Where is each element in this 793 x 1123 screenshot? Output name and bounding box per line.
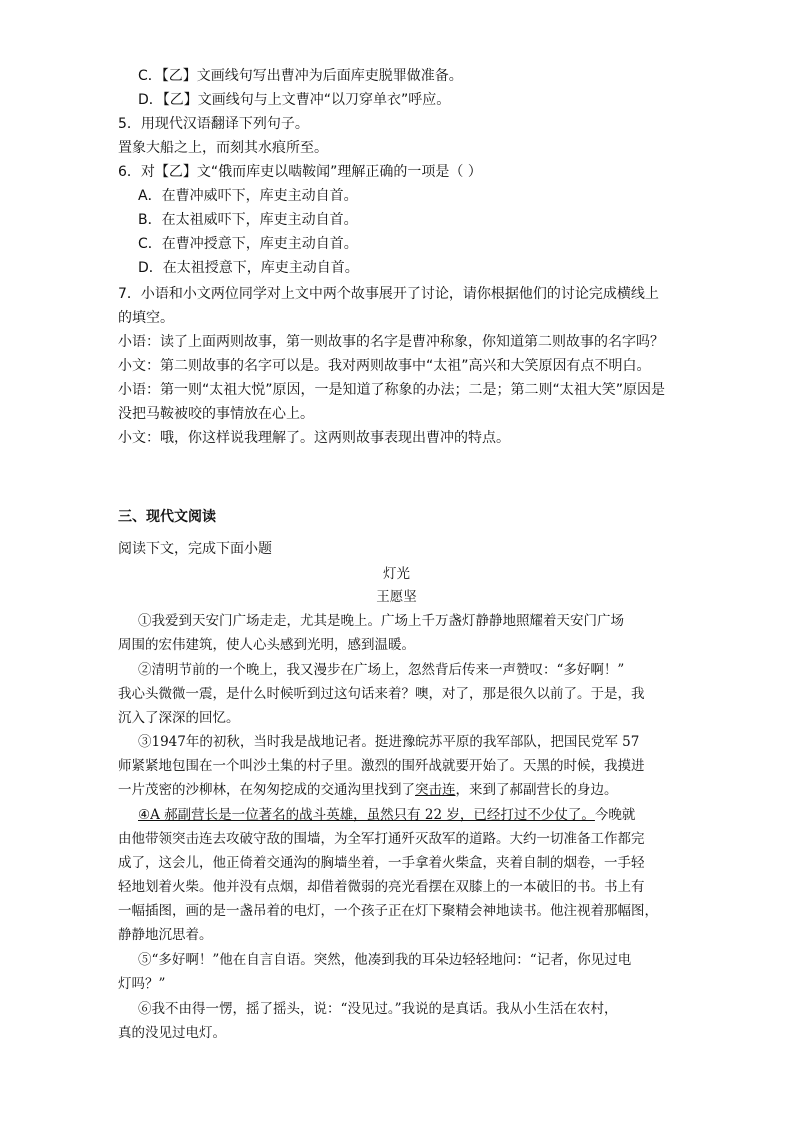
q6-stem: 6．对【乙】文“俄而库吏以啮鞍闻”理解正确的一项是（ ） — [118, 164, 482, 180]
q6-option-b: B．在太祖威吓下，库吏主动自首。 — [138, 212, 358, 228]
q4-option-c: C．【乙】文画线句写出曹冲为后面库吏脱罪做准备。 — [138, 68, 463, 84]
q7-dialog-line: 小语：第一则“太祖大悦”原因，一是知道了称象的办法；二是；第二则“太祖大笑”原因是 — [118, 382, 666, 398]
text-segment: 今晚就 — [594, 807, 636, 823]
paragraph-line: 成了，这会儿，他正倚着交通沟的胸墙坐着，一手拿着火柴盒，夹着自制的烟卷，一手轻 — [118, 855, 645, 871]
q7-stem-line2: 的填空。 — [118, 310, 174, 326]
q7-stem-line1: 7．小语和小文两位同学对上文中两个故事展开了讨论，请你根据他们的讨论完成横线上 — [118, 286, 659, 302]
paragraph-line: ③1947年的初秋，当时我是战地记者。挺进豫皖苏平原的我军部队，把国民党军 57 — [138, 734, 640, 750]
text-segment: ，来到了郝副营长的身边。 — [455, 782, 618, 798]
underlined-phrase: 突击连 — [415, 782, 456, 798]
paragraph-line: 灯吗？” — [118, 976, 166, 992]
q7-dialog-line: 没把马鞍被咬的事情放在心上。 — [118, 406, 314, 422]
paragraph-line: 我心头微微一震，是什么时候听到过这句话来着？噢，对了，那是很久以前了。于是，我 — [118, 686, 645, 702]
q7-dialog-line: 小文：哦，你这样说我理解了。这两则故事表现出曹冲的特点。 — [118, 430, 510, 446]
paragraph-line: 沉入了深深的回忆。 — [118, 710, 240, 726]
story-title: 灯光 — [383, 566, 410, 582]
paragraph-line: ②清明节前的一个晚上，我又漫步在广场上，忽然背后传来一声赞叹：“多好啊！” — [138, 662, 625, 678]
paragraph-line: ⑤“多好啊！”他在自言自语。突然，他凑到我的耳朵边轻轻地问：“记者，你见过电 — [138, 952, 632, 968]
paragraph-line: ⑥我不由得一愣，摇了摇头，说：“没见过。”我说的是真话。我从小生活在农村， — [138, 1001, 618, 1017]
paragraph-line: 一幅插图，画的是一盏吊着的电灯，一个孩子正在灯下聚精会神地读书。他注视着那幅图， — [118, 903, 658, 919]
section-title: 三、现代文阅读 — [118, 509, 216, 525]
text-segment: 一片茂密的沙柳林，在匆匆挖成的交通沟里找到了 — [118, 782, 415, 798]
q5-stem: 5．用现代汉语翻译下列句子。 — [118, 116, 309, 132]
q6-option-d: D．在太祖授意下，库吏主动自首。 — [138, 260, 359, 276]
paragraph-line: 真的没见过电灯。 — [118, 1025, 226, 1041]
paragraph-line: 周围的宏伟建筑，使人心头感到光明，感到温暖。 — [118, 637, 415, 653]
paragraph-line: 轻地划着火柴。他并没有点烟，却借着微弱的亮光看摆在双膝上的一本破旧的书。书上有 — [118, 879, 645, 895]
underlined-sentence-a: ④A 郝副营长是一位著名的战斗英雄，虽然只有 22 岁，已经打过不少仗了。 — [138, 807, 595, 823]
reading-instruction: 阅读下文，完成下面小题 — [118, 541, 272, 557]
q5-sentence: 置象大船之上，而刻其水痕所至。 — [118, 140, 328, 156]
paragraph-line — [138, 805, 635, 825]
q6-option-c: C．在曹冲授意下，库吏主动自首。 — [138, 236, 358, 252]
q4-option-d: D．【乙】文画线句与上文曹冲“以刀穿单衣”呼应。 — [138, 92, 451, 108]
paragraph-line: 由他带领突击连去攻破守敌的围墙，为全军打通歼灭敌军的道路。大约一切准备工作都完 — [118, 831, 645, 847]
story-author: 王愿坚 — [376, 589, 417, 605]
paragraph-line: 静静地沉思着。 — [118, 927, 213, 943]
paragraph-line: 师紧紧地包围在一个叫沙土集的村子里。激烈的围歼战就要开始了。天黑的时候，我摸进 — [118, 758, 645, 774]
q7-dialog-line: 小文：第二则故事的名字可以是。我对两则故事中“太祖”高兴和大笑原因有点不明白。 — [118, 358, 651, 374]
paragraph-line — [118, 780, 618, 800]
paragraph-line: ①我爱到天安门广场走走，尤其是晚上。广场上千万盏灯静静地照耀着天安门广场 — [138, 613, 624, 629]
q6-option-a: A．在曹冲威吓下，库吏主动自首。 — [138, 188, 358, 204]
q7-dialog-line: 小语：读了上面两则故事，第一则故事的名字是曹冲称象，你知道第二则故事的名字吗？ — [118, 334, 664, 350]
